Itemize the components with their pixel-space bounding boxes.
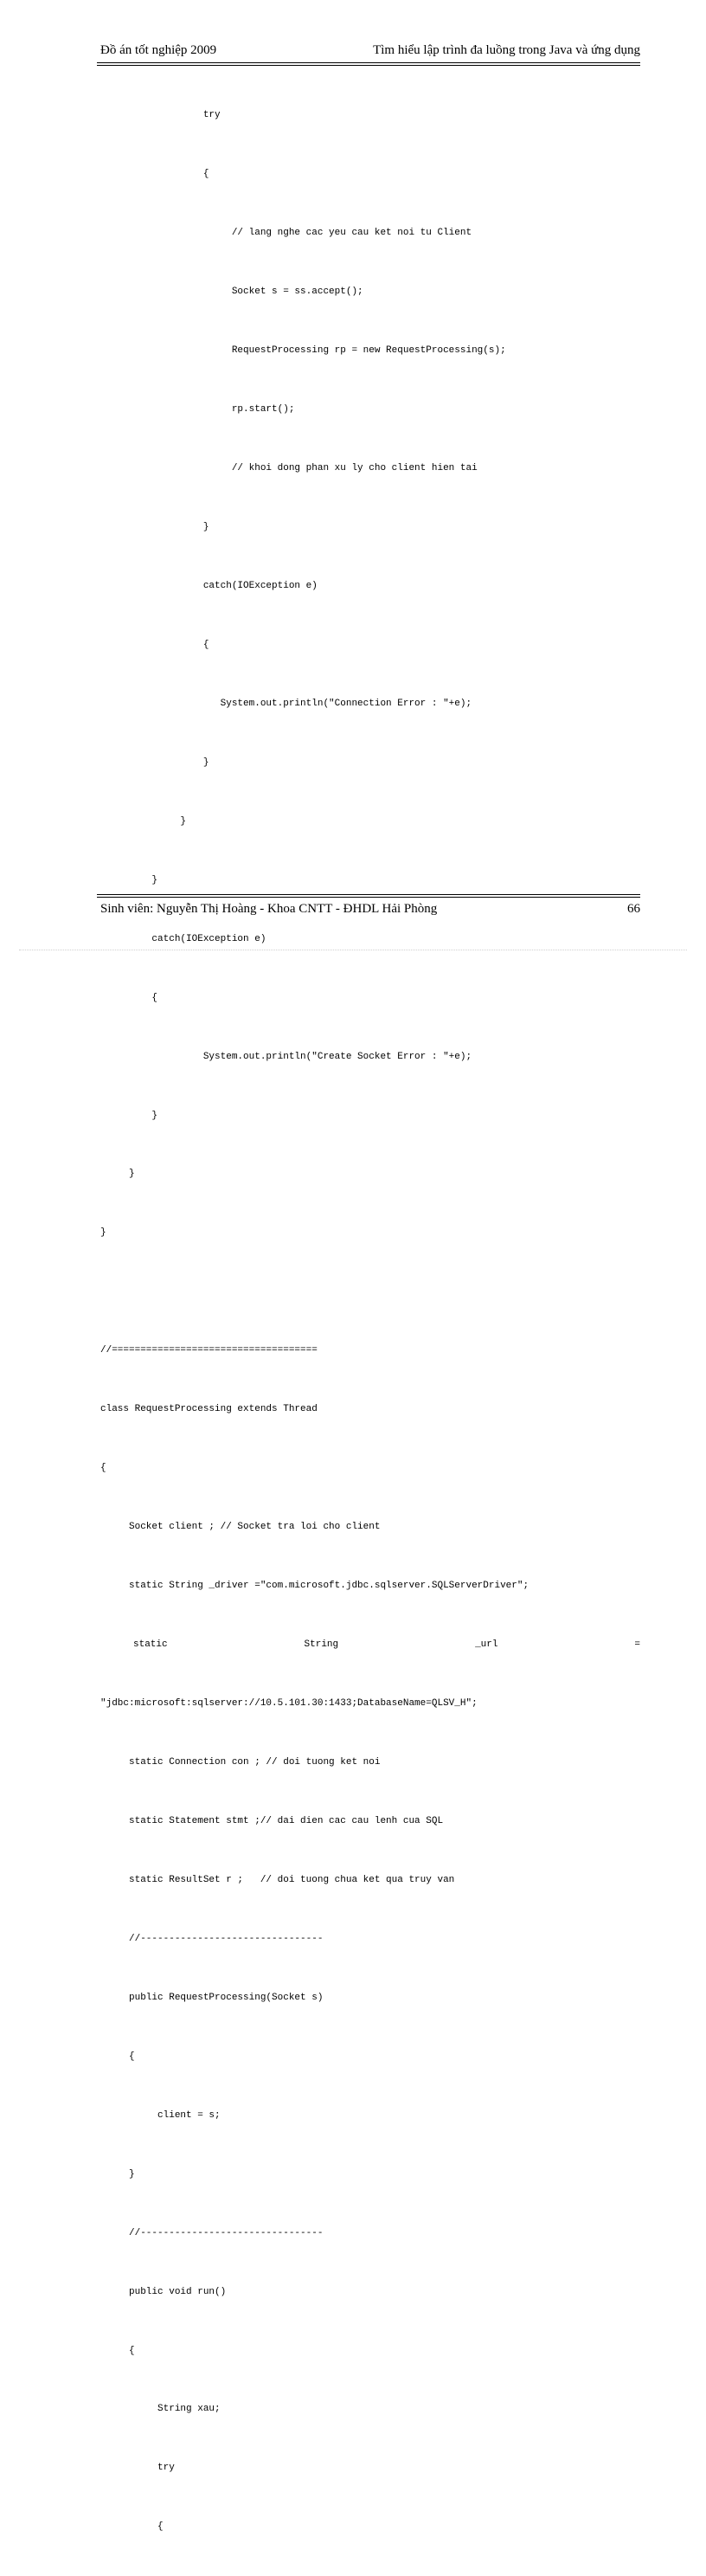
code-line: }: [100, 1110, 158, 1121]
code-line: try: [100, 2463, 175, 2474]
code-token: _url: [475, 1639, 498, 1651]
code-line: }: [100, 815, 187, 827]
code-line: }: [100, 521, 209, 532]
code-line: {: [100, 2345, 135, 2356]
code-line: static Statement stmt ;// dai dien cac cau lenh cua SQL: [100, 1815, 444, 1826]
code-line: {: [100, 169, 209, 180]
code-line-url-declaration: [100, 1635, 640, 1655]
code-line: client = s;: [100, 2109, 221, 2121]
page-number: 66: [627, 902, 640, 916]
code-line: System.out.println("Connection Error : "+e);: [100, 698, 472, 709]
code-line: catch(IOException e): [100, 933, 266, 944]
code-line: }: [100, 874, 158, 886]
code-line: {: [100, 2521, 164, 2533]
header-rule-top: [97, 62, 640, 63]
code-line: // khoi dong phan xu ly cho client hien tai: [100, 463, 478, 474]
code-line: static Connection con ; // doi tuong ket noi: [100, 1757, 381, 1768]
header-right-title: Tìm hiểu lập trình đa luồng trong Java và ứng dụng: [373, 43, 640, 57]
code-line: // lang nghe cac yeu cau ket noi tu Client: [100, 228, 472, 239]
code-line: }: [100, 1169, 135, 1180]
code-line: {: [100, 1463, 106, 1474]
code-line: //====================================: [100, 1345, 318, 1356]
page-footer: [100, 902, 640, 921]
code-token: static: [133, 1639, 168, 1651]
footer-author: Sinh viên: Nguyễn Thị Hoàng - Khoa CNTT - ĐHDL Hải Phòng: [100, 902, 438, 916]
code-line: rp.start();: [100, 404, 295, 415]
footer-rule-bottom: [97, 897, 640, 898]
footer-rule-top: [97, 894, 640, 895]
code-line: Socket s = ss.accept();: [100, 287, 363, 298]
code-line: "jdbc:microsoft:sqlserver://10.5.101.30:1433;DatabaseName=QLSV_H";: [100, 1698, 478, 1710]
code-line: class RequestProcessing extends Thread: [100, 1404, 318, 1415]
code-line: {: [100, 639, 209, 650]
code-line: }: [100, 757, 209, 768]
code-line: static ResultSet r ; // doi tuong chua ket qua truy van: [100, 1874, 455, 1885]
code-line: RequestProcessing rp = new RequestProcessing(s);: [100, 345, 506, 357]
code-token: =: [634, 1639, 640, 1651]
code-line: Socket client ; // Socket tra loi cho client: [100, 1522, 381, 1533]
code-line: {: [100, 2051, 135, 2062]
code-line: System.out.println("Create Socket Error : "+e);: [100, 1051, 472, 1062]
page-header: [100, 43, 640, 62]
code-line: catch(IOException e): [100, 580, 318, 591]
code-line: //--------------------------------: [100, 1933, 324, 1944]
code-line: static String _driver ="com.microsoft.jdbc.sqlserver.SQLServerDriver";: [100, 1581, 530, 1592]
code-token: String: [304, 1639, 339, 1651]
code-line: String xau;: [100, 2404, 221, 2415]
code-line: }: [100, 1227, 106, 1239]
code-line: //--------------------------------: [100, 2227, 324, 2238]
header-left-title: Đồ án tốt nghiệp 2009: [100, 43, 217, 57]
code-line: [100, 1282, 640, 1302]
code-listing: [100, 67, 640, 2576]
code-line: public void run(): [100, 2286, 227, 2297]
header-rule-bottom: [97, 65, 640, 66]
code-line: {: [100, 992, 158, 1003]
code-line: }: [100, 2168, 135, 2180]
code-line: try: [100, 110, 221, 121]
code-line: public RequestProcessing(Socket s): [100, 1992, 324, 2003]
